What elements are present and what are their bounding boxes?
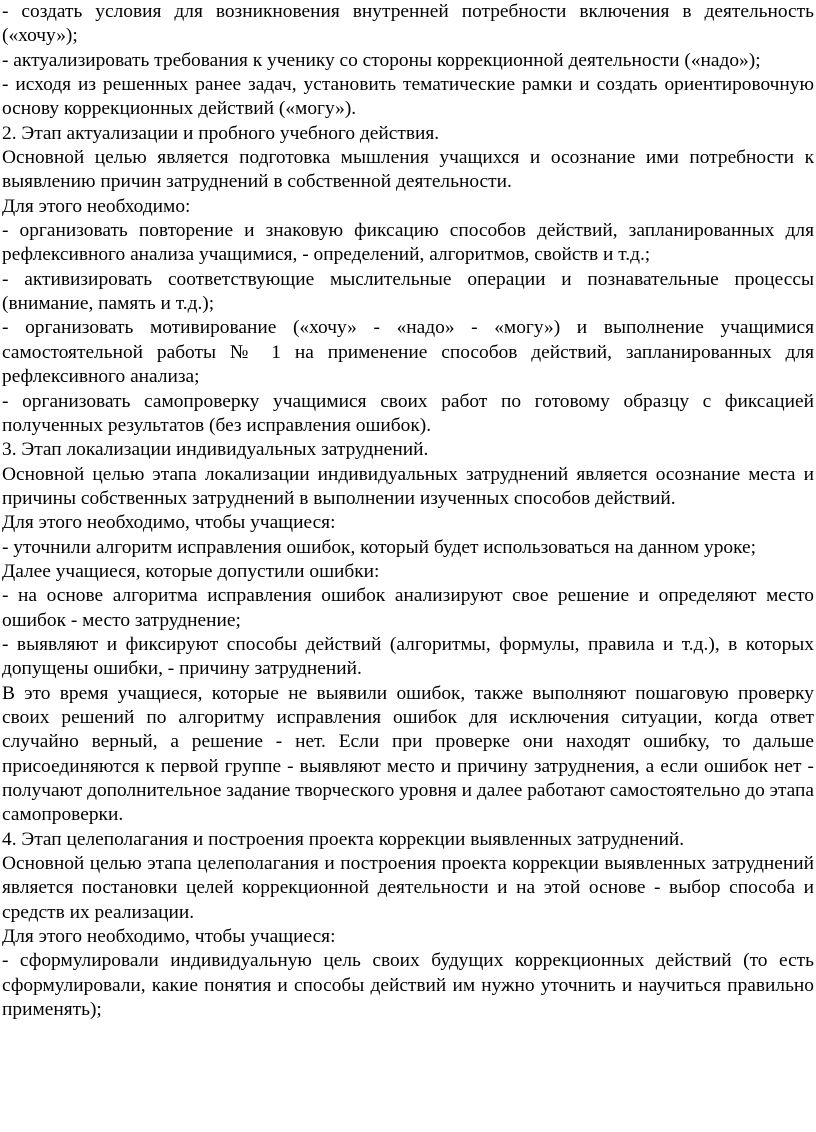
section-heading-2: 2. Этап актуализации и пробного учебного действия. (2, 122, 440, 144)
list-item-activate-operations: - активизировать соответствующие мыслительные операции и познавательные процессы (внимание, память и т.д.); (2, 268, 814, 315)
list-item-create-conditions: - создать условия для возникновения внутренней потребности включения в деятельность («хочу»); (2, 1, 814, 47)
list-item-actualize-requirements: - актуализировать требования к ученику со стороны коррекционной деятельности («надо»); (2, 49, 761, 71)
paragraph-need-4: Для этого необходимо, чтобы учащиеся: (2, 926, 336, 948)
list-item-organize-repetition: - организовать повторение и знаковую фиксацию способов действий, запланированных для рефлексивного анализа учащимися, - определений, алгоритмов, свойств и т.д.; (2, 220, 814, 266)
paragraph-goal-3: Основной целью этапа локализации индивидуальных затруднений является осознание места и причины собственных затруднений в выполнении изученных способов действий. (2, 463, 814, 509)
list-item-analyze-solution: - на основе алгоритма исправления ошибок анализируют свое решение и определяют место ошибок - место затруднение; (2, 585, 814, 631)
paragraph-need-2: Для этого необходимо: (2, 195, 191, 217)
list-item-identify-methods: - выявляют и фиксируют способы действий (алгоритмы, формулы, правила и т.д.), в которых допущены ошибки, - причину затруднений. (2, 633, 814, 680)
paragraph-need-3: Для этого необходимо, чтобы учащиеся: (2, 512, 336, 534)
list-item-formulate-goal: - сформулировали индивидуальную цель своих будущих коррекционных действий (то есть сформулировали, какие понятия и способы действий им нужно уточнить и научиться правильно применять); (2, 950, 814, 1021)
list-item-organize-motivation: - организовать мотивирование («хочу» - «надо» - «могу») и выполнение учащимися самостоятельной работы № 1 на применение способов действий, запланированных для рефлексивного анализа; (2, 317, 814, 388)
paragraph-students-without-errors: В это время учащиеся, которые не выявили ошибок, также выполняют пошаговую проверку своих решений по алгоритму исправления ошибок для исключения ситуации, когда ответ случайно верный, а решение - нет. Если при проверке они находят ошибку, то дальше присоединяются к первой группе - выявляют место и причину затруднения, а если ошибок нет - получают дополнительное задание творческого уровня и далее работают самостоятельно до этапа самопроверки. (2, 682, 814, 826)
list-item-set-frame: - исходя из решенных ранее задач, установить тематические рамки и создать ориентировочную основу коррекционных действий («могу»). (2, 74, 814, 120)
document-page (2, 0, 814, 1022)
section-heading-3: 3. Этап локализации индивидуальных затруднений. (2, 439, 429, 461)
paragraph-goal-2: Основной целью является подготовка мышления учащихся и осознание ими потребности к выявлению причин затруднений в собственной деятельности. (2, 147, 814, 193)
section-heading-4: 4. Этап целеполагания и построения проекта коррекции выявленных затруднений. (2, 828, 685, 850)
paragraph-goal-4: Основной целью этапа целеполагания и построения проекта коррекции выявленных затруднений является постановки целей коррекционной деятельности и на этой основе - выбор способа и средств их реализации. (2, 853, 814, 923)
list-item-organize-selfcheck: - организовать самопроверку учащимися своих работ по готовому образцу с фиксацией полученных результатов (без исправления ошибок). (2, 390, 814, 436)
list-item-clarify-algorithm: - уточнили алгоритм исправления ошибок, который будет использоваться на данном уроке; (2, 536, 757, 558)
paragraph-students-with-errors: Далее учащиеся, которые допустили ошибки: (2, 560, 380, 582)
